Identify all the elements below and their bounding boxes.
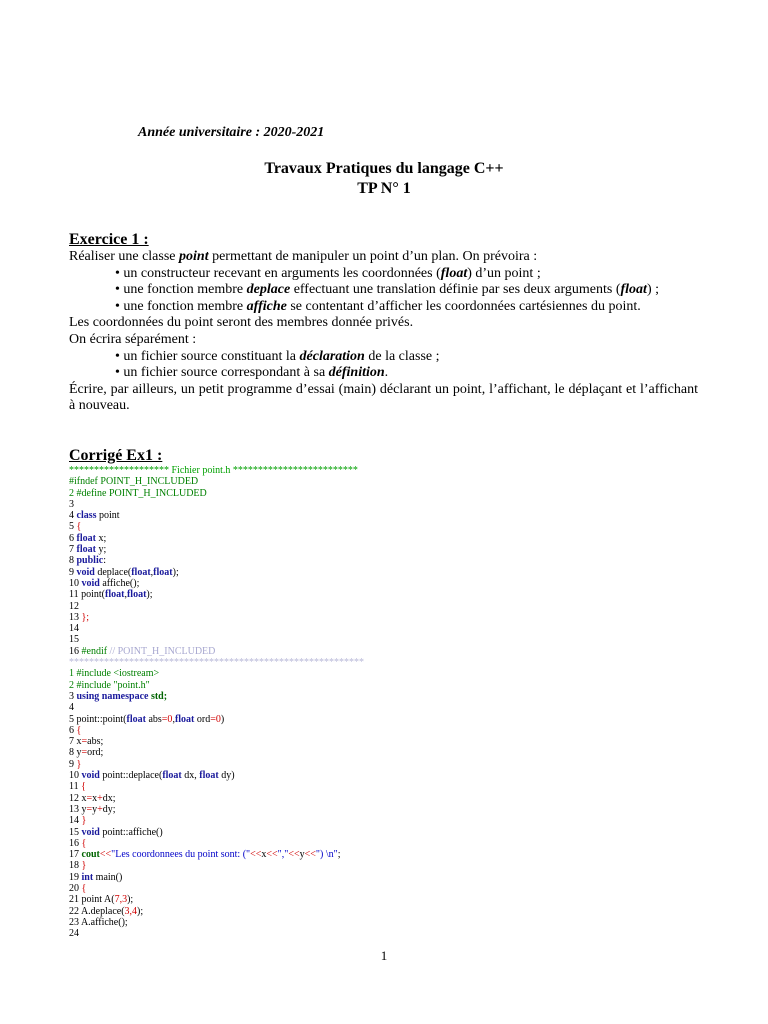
code-line: 7 x=abs; xyxy=(69,736,104,748)
code-line: 10 void affiche(); xyxy=(69,577,140,589)
code-line: 6 { xyxy=(69,724,82,736)
code-line: 17 cout<<"Les coordonnees du point sont: ("<<x<<","<<y<<") \n"; xyxy=(69,849,341,861)
academic-year: Année universitaire : 2020-2021 xyxy=(138,125,325,140)
code-line: #ifndef POINT_H_INCLUDED xyxy=(69,476,199,488)
file-declaration: • un fichier source constituant la déclaration de la classe ; xyxy=(69,349,698,366)
code-line: 24 xyxy=(69,928,79,940)
code-line: 12 xyxy=(69,600,79,612)
document-title: Travaux Pratiques du langage C++ xyxy=(264,160,504,177)
code-line: 10 void point::deplace(float dx, float dy) xyxy=(69,770,235,782)
code-line: 11 point(float,float); xyxy=(69,589,153,601)
requirement-constructor: • un constructeur recevant en arguments les coordonnées (float) d’un point ; xyxy=(69,266,698,283)
code-line: 8 public: xyxy=(69,555,106,567)
code-line: 14 } xyxy=(69,815,87,827)
code-line: 16 #endif // POINT_H_INCLUDED xyxy=(69,645,216,657)
solution-heading: Corrigé Ex1 : xyxy=(69,447,163,464)
file-definition: • un fichier source correspondant à sa définition. xyxy=(69,365,698,382)
code-line: 7 float y; xyxy=(69,544,107,556)
code-line: 20 { xyxy=(69,882,87,894)
code-line: 3 using namespace std; xyxy=(69,690,168,702)
code-line: 1 #include <iostream> xyxy=(69,668,160,680)
code-line: 18 } xyxy=(69,860,87,872)
code-line: 13 }; xyxy=(69,611,90,623)
page-number: 1 xyxy=(380,948,388,963)
code-line: 22 A.deplace(3,4); xyxy=(69,905,144,917)
code-line: 2 #include "point.h" xyxy=(69,679,150,691)
requirement-deplace: • une fonction membre deplace effectuant une translation définie par ses deux arguments (float) ; xyxy=(69,282,698,299)
code-line: 2 #define POINT_H_INCLUDED xyxy=(69,487,207,499)
separate-files-note: On écrira séparément : xyxy=(69,331,197,347)
code-line: 23 A.affiche(); xyxy=(69,916,128,928)
code-line: 3 xyxy=(69,498,74,510)
code-line: 15 void point::affiche() xyxy=(69,826,163,838)
code-line: 15 xyxy=(69,634,79,646)
code-line: 4 xyxy=(69,702,74,714)
code-line: 5 { xyxy=(69,521,82,533)
banner-separator: *********************************************************** xyxy=(69,657,364,669)
code-line: 9 void deplace(float,float); xyxy=(69,566,179,578)
banner-point-h: ******************** Fichier point.h ************************* xyxy=(69,465,358,476)
private-members-note: Les coordonnées du point seront des membres donnée privés. xyxy=(69,315,414,331)
code-line: 9 } xyxy=(69,758,82,770)
document-subtitle: TP N° 1 xyxy=(357,180,411,197)
code-line: 11 { xyxy=(69,781,86,793)
code-line: 19 int main() xyxy=(69,871,123,883)
requirement-affiche: • une fonction membre affiche se contentant d’afficher les coordonnées cartésiennes du point. xyxy=(69,299,698,316)
main-program-note: Écrire, par ailleurs, un petit programme d’essai (main) déclarant un point, l’affichant, le déplaçant et l’affichant à nouveau. xyxy=(69,381,698,414)
code-line: 6 float x; xyxy=(69,532,107,544)
code-line: 8 y=ord; xyxy=(69,747,104,759)
code-line: 5 point::point(float abs=0,float ord=0) xyxy=(69,713,225,725)
code-line: 13 y=y+dy; xyxy=(69,803,116,815)
code-line: 14 xyxy=(69,623,79,635)
code-line: 4 class point xyxy=(69,510,120,522)
code-line: 16 { xyxy=(69,837,87,849)
code-line: 12 x=x+dx; xyxy=(69,792,116,804)
exercise-statement xyxy=(69,249,698,415)
exercise-intro: Réaliser une classe point permettant de manipuler un point d’un plan. On prévoira : xyxy=(69,249,538,264)
exercise-heading: Exercice 1 : xyxy=(69,231,149,248)
code-line: 21 point A(7,3); xyxy=(69,894,134,906)
code-listing xyxy=(69,465,709,939)
